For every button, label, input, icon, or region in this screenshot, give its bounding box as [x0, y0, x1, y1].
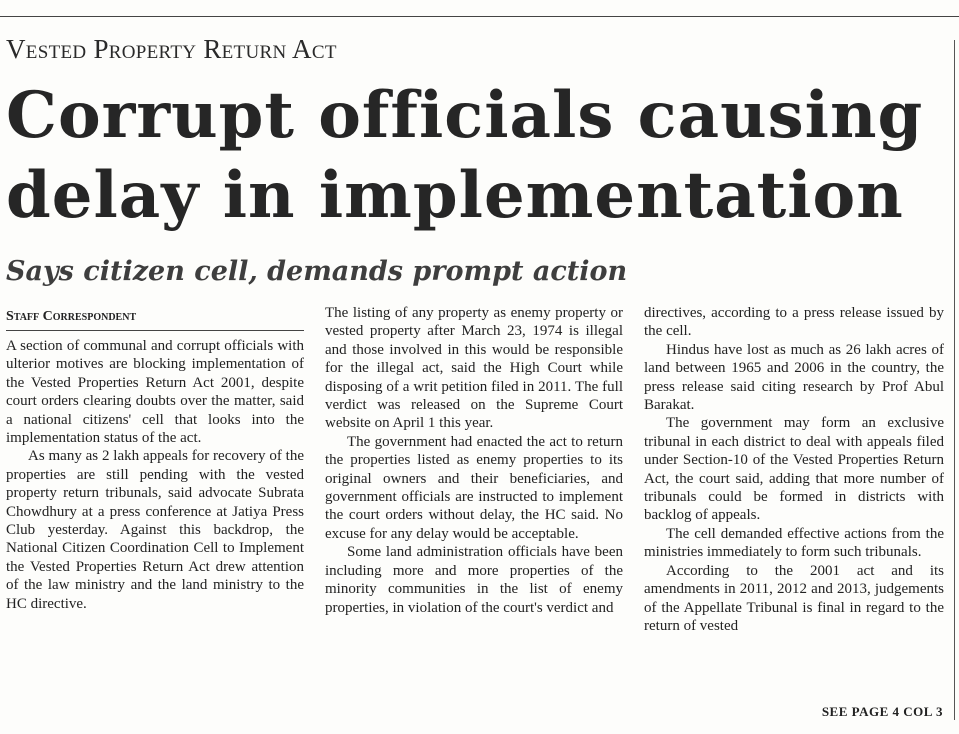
paragraph: directives, according to a press release issued by the cell.	[644, 305, 944, 340]
headline: Corrupt officials causing delay in implementation	[6, 78, 924, 233]
paragraph: Hindus have lost as much as 26 lakh acres of land between 1965 and 2006 in the country, the press release said citing research by Prof Abul Barakat.	[644, 341, 944, 414]
paragraph: The government had enacted the act to return the properties listed as enemy properties to its original owners and their beneficiaries, and government officials are instructed to implement the court orders without delay, the HC said. No excuse for any delay would be acceptable.	[325, 433, 623, 542]
paragraph: According to the 2001 act and its amendments in 2011, 2012 and 2013, judgements of the Appellate Tribunal is final in regard to the return of vested	[644, 562, 944, 634]
column-1	[6, 308, 304, 613]
paragraph: Some land administration officials have been including more and more properties of the minority communities in the list of enemy properties, in violation of the court's verdict and	[325, 544, 623, 616]
byline: Staff Correspondent	[6, 308, 304, 331]
top-rule	[0, 16, 959, 17]
paragraph: As many as 2 lakh appeals for recovery of the properties are still pending with the vested property return tribunals, said advocate Subrata Chowdhury at a press conference at Jatiya Press Club yesterday. Against this backdrop, the National Citizen Coordination Cell to Implement the Vested Properties Return Act drew attention of the law ministry and the land ministry to the HC directive.	[6, 448, 304, 612]
column-2	[325, 304, 623, 617]
deck: Says citizen cell, demands prompt action	[6, 256, 628, 287]
paragraph: The government may form an exclusive tribunal in each district to deal with appeals filed under Section-10 of the Vested Properties Return Act, the court said, adding that more number of tribunals could be formed in districts with backlog of appeals.	[644, 415, 944, 524]
right-column-rule	[954, 40, 955, 720]
jump-line[interactable]: SEE PAGE 4 COL 3	[821, 704, 943, 719]
kicker: Vested Property Return Act	[6, 34, 337, 64]
paragraph: The cell demanded effective actions from the ministries immediately to form such tribunals.	[644, 525, 944, 561]
paragraph: The listing of any property as enemy property or vested property after March 23, 1974 is illegal and those involved in this would be responsible for the illegal act, said the High Court while disposing of a writ petition filed in 2011. The full verdict was released on the Supreme Court website on April 1 this year.	[325, 305, 623, 432]
column-3	[644, 304, 944, 635]
paragraph: A section of communal and corrupt officials with ulterior motives are blocking implementation of the Vested Properties Return Act 2001, despite court orders clearing doubts over the matter, said a national citizens' cell that looks into the implementation status of the act.	[6, 338, 304, 447]
